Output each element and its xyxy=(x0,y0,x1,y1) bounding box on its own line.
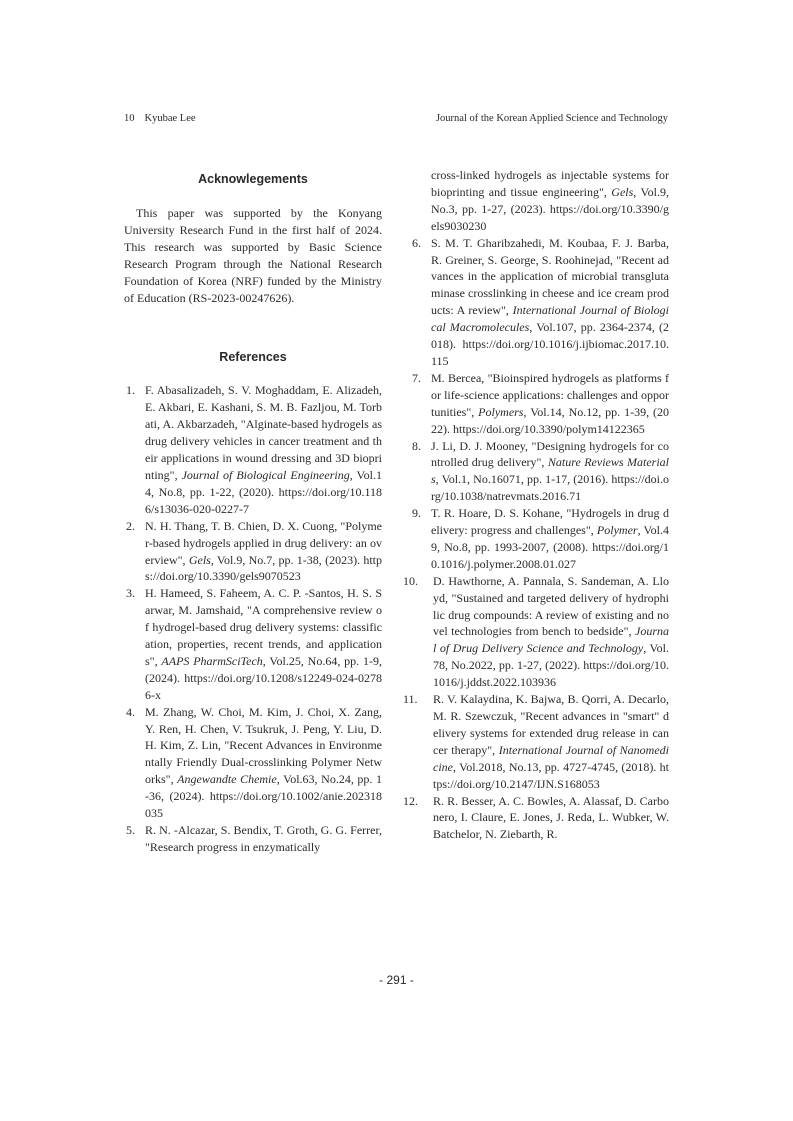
reference-item xyxy=(410,235,669,370)
reference-item xyxy=(124,585,382,703)
reference-journal: Journal of Biological Engineering xyxy=(181,467,350,482)
reference-item xyxy=(124,822,382,856)
reference-journal: AAPS PharmSciTech xyxy=(161,653,263,668)
reference-number: 10. xyxy=(403,573,418,588)
reference-number: 12. xyxy=(403,793,418,808)
reference-item xyxy=(403,691,670,792)
reference-item xyxy=(403,573,669,691)
right-column xyxy=(403,167,670,843)
reference-journal: International Journal of Biological Macromolecules xyxy=(431,303,669,335)
reference-number: 2. xyxy=(126,518,135,533)
reference-text: M. Zhang, W. Choi, M. Kim, J. Choi, X. Zang, Y. Ren, H. Chen, V. Tsukruk, J. Peng, Y. Liu, D. H. Kim, Z. Lin, "Recent Advances in Environmentally Friendly Dual-crosslinking Polymer Networks", Angewandte Chemie, Vol.63, No.24, pp. 1-36, (2024). https://doi.org/10.1002/anie.202318035 xyxy=(145,704,382,821)
reference-item xyxy=(124,382,382,517)
reference-item xyxy=(124,704,382,822)
header-journal-title: Journal of the Korean Applied Science and Technology xyxy=(435,113,668,124)
acknowledgements-text: This paper was supported by the Konyang University Research Fund in the first half of 2024. This research was supported by Basic Science Research Program through the National Research Foundation of Korea (NRF) funded by the Ministry of Education (RS-2023-00247626). xyxy=(124,206,382,305)
header-page-number: 10 xyxy=(124,113,135,124)
reference-number: 3. xyxy=(126,586,135,601)
header-author: Kyubae Lee xyxy=(144,113,196,124)
reference-number: 8. xyxy=(412,438,421,453)
reference-journal: Gels xyxy=(188,552,211,567)
reference-journal: Angewandte Chemie xyxy=(177,772,277,787)
references-title: References xyxy=(219,350,287,365)
reference-number: 7. xyxy=(412,370,421,385)
reference-item xyxy=(410,370,669,438)
reference-number: 11. xyxy=(403,692,418,707)
reference-journal: International Journal of Nanomedicine xyxy=(433,742,670,774)
reference-text: cross-linked hydrogels as injectable systems for bioprinting and tissue engineering", Gels, Vol.9, No.3, pp. 1-27, (2023). https://doi.org/10.3390/gels9030230 xyxy=(431,168,669,233)
footer-page-number: - 291 - xyxy=(379,973,414,987)
reference-number: 4. xyxy=(126,704,135,719)
reference-journal: Journal of Drug Delivery Science and Technology xyxy=(433,624,669,656)
reference-number: 6. xyxy=(412,235,421,250)
reference-text: J. Li, D. J. Mooney, "Designing hydrogels for controlled drug delivery", Nature Reviews Materials, Vol.1, No.16071, pp. 1-17, (2016). https://doi.org/10.1038/natrevmats.2016.71 xyxy=(431,438,669,504)
reference-text: R. R. Besser, A. C. Bowles, A. Alassaf, D. Carbonero, I. Claure, E. Jones, J. Reda, L. Wubker, W. Batchelor, N. Ziebarth, R. xyxy=(433,793,669,842)
reference-item xyxy=(410,505,669,573)
reference-journal: Polymers xyxy=(478,404,524,419)
reference-journal: Gels xyxy=(611,184,634,199)
reference-list-right xyxy=(403,235,670,844)
reference-text: H. Hameed, S. Faheem, A. C. P. -Santos, H. S. Sarwar, M. Jamshaid, "A comprehensive review of hydrogel-based drug delivery systems: classification, properties, recent trends, and applications", AAPS PharmSciTech, Vol.25, No.64, pp. 1-9, (2024). https://doi.org/10.1208/s12249-024-02786-x xyxy=(145,586,382,702)
reference-text: N. H. Thang, T. B. Chien, D. X. Cuong, "Polymer-based hydrogels applied in drug delivery: an overview", Gels, Vol.9, No.7, pp. 1-38, (2023). https://doi.org/10.3390/gels9070523 xyxy=(145,518,383,584)
reference-text: D. Hawthorne, A. Pannala, S. Sandeman, A. Lloyd, "Sustained and targeted delivery of hydrophilic drug compounds: A review of existing and novel technologies from bench to bedside", Journal of Drug Delivery Science and Technology, Vol.78, No.2022, pp. 1-27, (2022). https://doi.org/10.1016/j.jddst.2022.103936 xyxy=(433,573,669,690)
reference-number: 9. xyxy=(412,506,421,521)
reference-text: S. M. T. Gharibzahedi, M. Koubaa, F. J. Barba, R. Greiner, S. George, S. Roohinejad, "Recent advances in the application of microbial transglutaminase crosslinking in cheese and ice cream products: A review", International Journal of Biological Macromolecules, Vol.107, pp. 2364-2374, (2018). https://doi.org/10.1016/j.ijbiomac.2017.10.115 xyxy=(431,235,669,368)
reference-text: R. N. -Alcazar, S. Bendix, T. Groth, G. G. Ferrer, "Research progress in enzymatically xyxy=(145,823,382,854)
reference-journal: Polymer xyxy=(596,523,638,538)
reference-text: F. Abasalizadeh, S. V. Moghaddam, E. Alizadeh, E. Akbari, E. Kashani, S. M. B. Fazljou, M. Torbati, A. Akbarzadeh, "Alginate-based hydrogels as drug delivery vehicles in cancer treatment and their applications in wound dressing and 3D bioprinting", Journal of Biological Engineering, Vol.14, No.8, pp. 1-22, (2020). https://doi.org/10.1186/s13036-020-0227-7 xyxy=(145,383,382,516)
running-head xyxy=(124,111,668,127)
left-column xyxy=(124,168,382,856)
reference-number: 5. xyxy=(126,823,135,837)
reference-text: M. Bercea, "Bioinspired hydrogels as platforms for life-science applications: challenges and opportunities", Polymers, Vol.14, No.12, pp. 1-39, (2022). https://doi.org/10.3390/polym14122365 xyxy=(431,370,669,436)
reference-item xyxy=(403,793,669,844)
acknowledgements-title: Acknowlegements xyxy=(198,172,308,186)
reference-item xyxy=(410,438,669,506)
reference-text: T. R. Hoare, D. S. Kohane, "Hydrogels in drug delivery: progress and challenges", Polymer, Vol.49, No.8, pp. 1993-2007, (2008). https://doi.org/10.1016/j.polymer.2008.01.027 xyxy=(431,506,669,571)
reference-continuation xyxy=(410,167,669,235)
running-head-left xyxy=(124,111,196,127)
reference-number: 1. xyxy=(126,383,135,398)
reference-journal: Nature Reviews Materials xyxy=(431,455,669,487)
reference-text: R. V. Kalaydina, K. Bajwa, B. Qorri, A. Decarlo, M. R. Szewczuk, "Recent advances in "smart" delivery systems for extended drug release in cancer therapy", International Journal of Nanomedicine, Vol.2018, No.13, pp. 4727-4745, (2018). https://doi.org/10.2147/IJN.S168053 xyxy=(433,692,670,791)
reference-list-left xyxy=(124,382,382,855)
reference-item xyxy=(124,518,382,586)
